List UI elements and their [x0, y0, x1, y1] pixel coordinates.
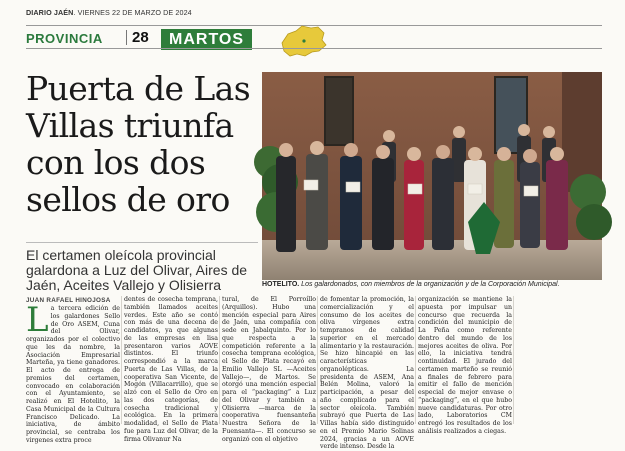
masthead	[26, 8, 606, 22]
column-text: dentes de cosecha temprana, también llamados aceites verdes. Este año se contó con más de una decena de candidatos, ya que algunas de las empresas en lisa presentaron varios AOVE distintos. El triunfo correspondió a la marca Puerta de Las Villas, de la cooperativa San Vicente, de Mogón (Villacarrillo), que se alzó con el Sello de Oro en las dos categorías, de cosecha tradicional y ecológica. En la primera modalidad, el Sello de Plata fue para Luz del Olivar, de la firma Olivanur Na	[124, 296, 218, 443]
column-text: tural, de El Porroíllo (Arquillos). Hubo una mención especial para Aires de Jaén, una compañía con sede en Jabalquinto. Por lo que respecta a la competición referente a la cosecha temprana ecológica, el Sello de Plata recayó en Emilio Vallejo SL —Aceites Vallejo—, de Martos. Se otorgó una mención especial para el “packaging” a Luz del Olivar y también a Olisierra —marca de la cooperativa fuensanteña Nuestra Señora de la Fuensanta—. El concurso se organizó con el objetivo	[222, 296, 316, 443]
section-rule-bottom	[26, 48, 602, 49]
subheadline: El certamen oleícola provincial galardona a Luz del Olivar, Aires de Jaén, Aceites Vallejo y Olisierra	[26, 247, 248, 293]
column-rule	[121, 296, 122, 424]
article-column-5	[418, 296, 512, 435]
byline: JUAN RAFAEL HINOJOSA	[26, 297, 111, 304]
column-rule	[415, 296, 416, 424]
section-name: PROVINCIA	[26, 31, 103, 46]
headline: Puerta de Las Villas triunfa con los dos sellos de oro	[26, 69, 251, 219]
issue-date: . VIERNES 22 DE MARZO DE 2024	[73, 8, 192, 17]
photo-caption	[262, 281, 602, 288]
subhead-rule	[26, 242, 258, 243]
article-column-3	[222, 296, 316, 443]
group-photo	[262, 72, 602, 280]
group-photo-illustration	[262, 72, 602, 280]
photo-caption-label: HOTELITO.	[262, 281, 300, 288]
newspaper-name: DIARIO JAÉN	[26, 8, 74, 17]
section-separator	[126, 30, 127, 45]
column-rule	[317, 296, 318, 424]
article-column-4	[320, 296, 414, 451]
column-rule	[219, 296, 220, 424]
province-map-icon	[278, 25, 328, 59]
column-text: a tercera edición de los galardones Sello de Oro ASEM, Cuna del Olivar, organizados por el colectivo que les da nombre, la Asociación Empresarial Marteña, ya tiene ganadores. El acto de entrega de premios del certamen, convocado en colaboración con el Ayuntamiento, se realizó en El Hotelito, la Casa Municipal de la Cultura Francisco Delicado. La iniciativa, de ámbito provincial, se centraba los virgenes extra proce	[26, 305, 120, 444]
column-text: organización se mantiene la apuesta por impulsar un concurso que recuerda la condición del municipio de La Peña como referente dentro del mundo de los mejores aceites de oliva. Por ello, la iniciativa tendrá continuidad. El jurado del certamen marteño se reunió a finales de febrero para emitir el fallo de mención especial de mejor envase o “packaging”, en el que hubo nueve candidaturas. Por otro lado, Laboratorios CM entregó los resultados de los análisis realizados a ciegas.	[418, 296, 512, 435]
drop-cap: L	[26, 300, 49, 340]
page-number: 28	[132, 29, 149, 46]
section-bar	[26, 25, 602, 53]
article-column-2	[124, 296, 218, 443]
town-label: MARTOS	[161, 29, 252, 50]
photo-caption-text: Los galardonados, con miembros de la organización y de la Corporación Municipal.	[301, 281, 560, 288]
column-rule	[513, 296, 514, 424]
column-text: de fomentar la promoción, la comercialización y el consumo de los aceites de oliva vírgenes extra tempranos de calidad superior en el mercado alimentario y la restauración. Se hizo hincapié en las características organolépticas. La presidenta de ASEM, Ana Belén Molina, valoró la participación, a pesar del año complicado para el sector oleícola. También subrayó que Puerta de Las Villas había sido distinguido en el Premio Mario Solinas 2024, gracias a un AOVE verde intenso. Desde la	[320, 296, 414, 451]
